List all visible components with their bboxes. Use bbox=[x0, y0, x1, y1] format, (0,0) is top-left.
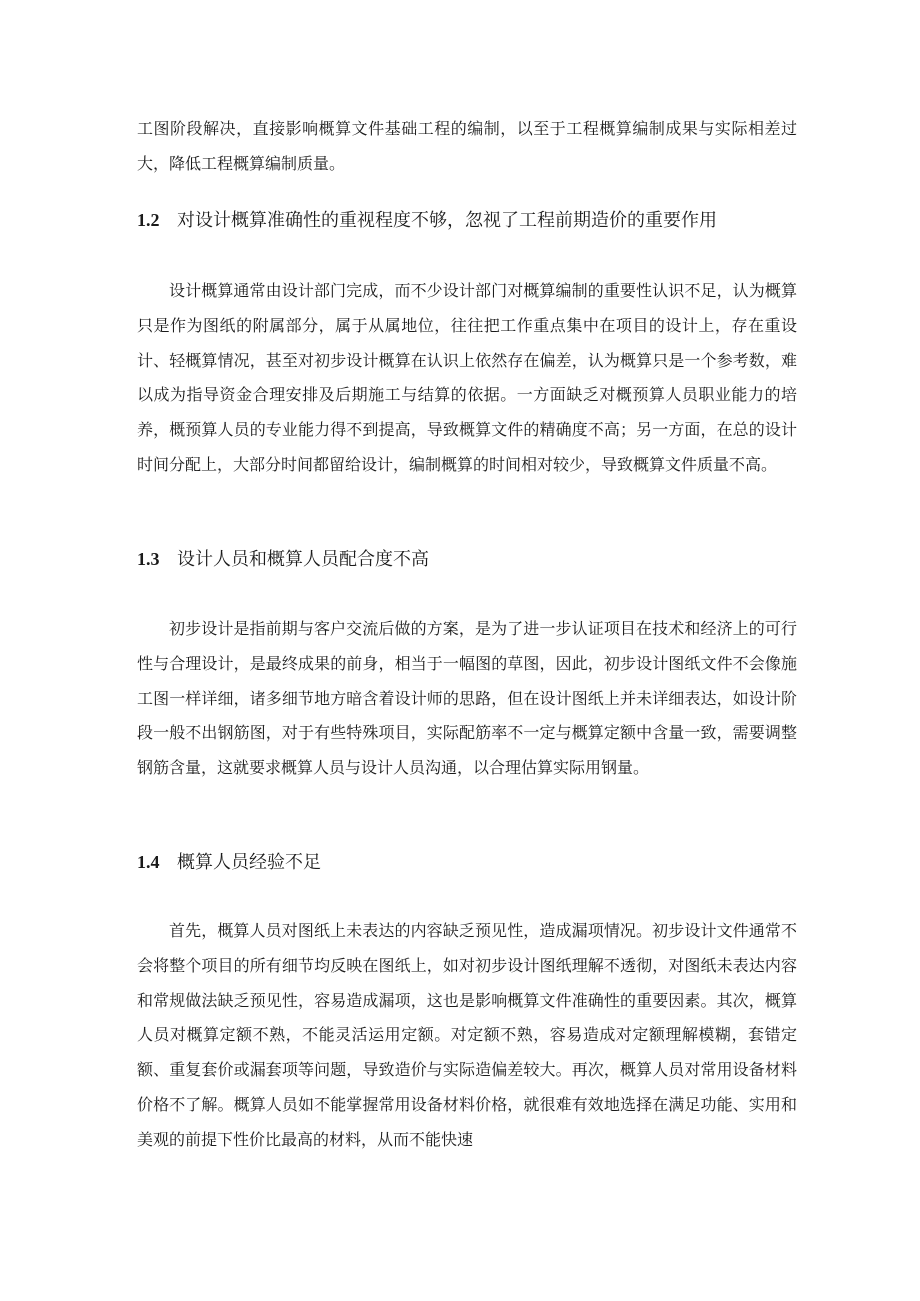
paragraph-section-1-3: 初步设计是指前期与客户交流后做的方案，是为了进一步认证项目在技术和经济上的可行性与合理设计，是最终成果的前身，相当于一幅图的草图，因此，初步设计图纸文件不会像施工图一样详细，诸多细节地方暗含着设计师的思路，但在设计图纸上并未详细表达，如设计阶段一般不出钢筋图，对于有些特殊项目，实际配筋率不一定与概算定额中含量一致，需要调整钢筋含量，这就要求概算人员与设计人员沟通，以合理估算实际用钢量。 bbox=[137, 619, 797, 778]
section-heading-1-2 bbox=[137, 206, 717, 235]
section-title: 对设计概算准确性的重视程度不够，忽视了工程前期造价的重要作用 bbox=[177, 210, 717, 231]
section-number: 1.2 bbox=[137, 210, 160, 230]
paragraph-continuation: 工图阶段解决，直接影响概算文件基础工程的编制，以至于工程概算编制成果与实际相差过大，降低工程概算编制质量。 bbox=[137, 119, 797, 173]
section-number: 1.4 bbox=[137, 852, 160, 872]
paragraph-section-1-2: 设计概算通常由设计部门完成，而不少设计部门对概算编制的重要性认识不足，认为概算只是作为图纸的附属部分，属于从属地位，往往把工作重点集中在项目的设计上，存在重设计、轻概算情况，甚至对初步设计概算在认识上依然存在偏差，认为概算只是一个参考数，难以成为指导资金合理安排及后期施工与结算的依据。一方面缺乏对概预算人员职业能力的培养，概预算人员的专业能力得不到提高，导致概算文件的精确度不高；另一方面，在总的设计时间分配上，大部分时间都留给设计，编制概算的时间相对较少，导致概算文件质量不高。 bbox=[137, 281, 797, 474]
section-number: 1.3 bbox=[137, 549, 160, 569]
section-heading-1-3 bbox=[137, 545, 429, 574]
section-title: 设计人员和概算人员配合度不高 bbox=[177, 549, 429, 570]
section-title: 概算人员经验不足 bbox=[177, 852, 321, 873]
section-heading-1-4 bbox=[137, 848, 321, 877]
paragraph-section-1-4: 首先，概算人员对图纸上未表达的内容缺乏预见性，造成漏项情况。初步设计文件通常不会将整个项目的所有细节均反映在图纸上，如对初步设计图纸理解不透彻，对图纸未表达内容和常规做法缺乏预见性，容易造成漏项，这也是影响概算文件准确性的重要因素。其次，概算人员对概算定额不熟，不能灵活运用定额。对定额不熟，容易造成对定额理解模糊，套错定额、重复套价或漏套项等问题，导致造价与实际造偏差较大。再次，概算人员对常用设备材料价格不了解。概算人员如不能掌握常用设备材料价格，就很难有效地选择在满足功能、实用和美观的前提下性价比最高的材料，从而不能快速 bbox=[137, 921, 797, 1149]
